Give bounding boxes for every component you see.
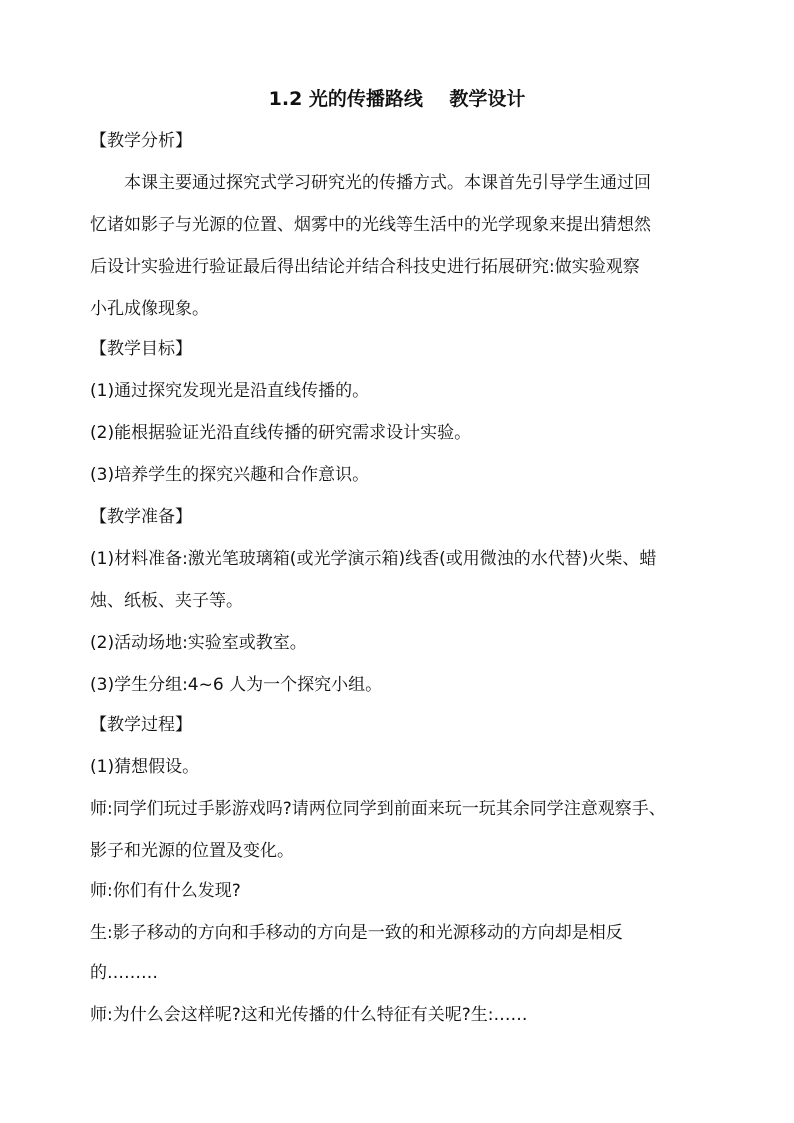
list-item: (1)材料准备:激光笔玻璃箱(或光学演示箱)线香(或用微浊的水代替)火柴、蜡 xyxy=(90,549,657,569)
section-heading-goals: 【教学目标】 xyxy=(90,339,192,359)
section-heading-analysis: 【教学分析】 xyxy=(90,131,192,151)
list-item: 师:同学们玩过手影游戏吗?请两位同学到前面来玩一玩其余同学注意观察手、 xyxy=(90,799,666,819)
list-item: 影子和光源的位置及变化。 xyxy=(90,841,294,861)
list-item: (1)通过探究发现光是沿直线传播的。 xyxy=(90,381,370,401)
list-item: 生:影子移动的方向和手移动的方向是一致的和光源移动的方向却是相反 xyxy=(90,923,623,943)
list-item: (3)学生分组:4~6 人为一个探究小组。 xyxy=(90,675,383,695)
list-item: 师:你们有什么发现? xyxy=(90,881,241,901)
list-item: 的……… xyxy=(90,963,158,983)
list-item: 师:为什么会这样呢?这和光传播的什么特征有关呢?生:…… xyxy=(90,1005,528,1025)
list-item: (1)猜想假设。 xyxy=(90,757,200,777)
list-item: 烛、纸板、夹子等。 xyxy=(90,591,243,611)
paragraph-line: 小孔成像现象。 xyxy=(90,299,209,319)
list-item: (2)活动场地:实验室或教室。 xyxy=(90,633,307,653)
list-item: (3)培养学生的探究兴趣和合作意识。 xyxy=(90,465,370,485)
paragraph-line: 后设计实验进行验证最后得出结论并结合科技史进行拓展研究:做实验观察 xyxy=(90,257,640,277)
section-heading-preparation: 【教学准备】 xyxy=(90,507,192,527)
list-item: (2)能根据验证光沿直线传播的研究需求设计实验。 xyxy=(90,423,472,443)
section-heading-process: 【教学过程】 xyxy=(90,715,192,735)
document-title: 1.2 光的传播路线 教学设计 xyxy=(268,88,526,110)
paragraph-line: 忆诸如影子与光源的位置、烟雾中的光线等生活中的光学现象来提出猜想然 xyxy=(90,215,651,235)
paragraph-line: 本课主要通过探究式学习研究光的传播方式。本课首先引导学生通过回 xyxy=(124,173,651,193)
